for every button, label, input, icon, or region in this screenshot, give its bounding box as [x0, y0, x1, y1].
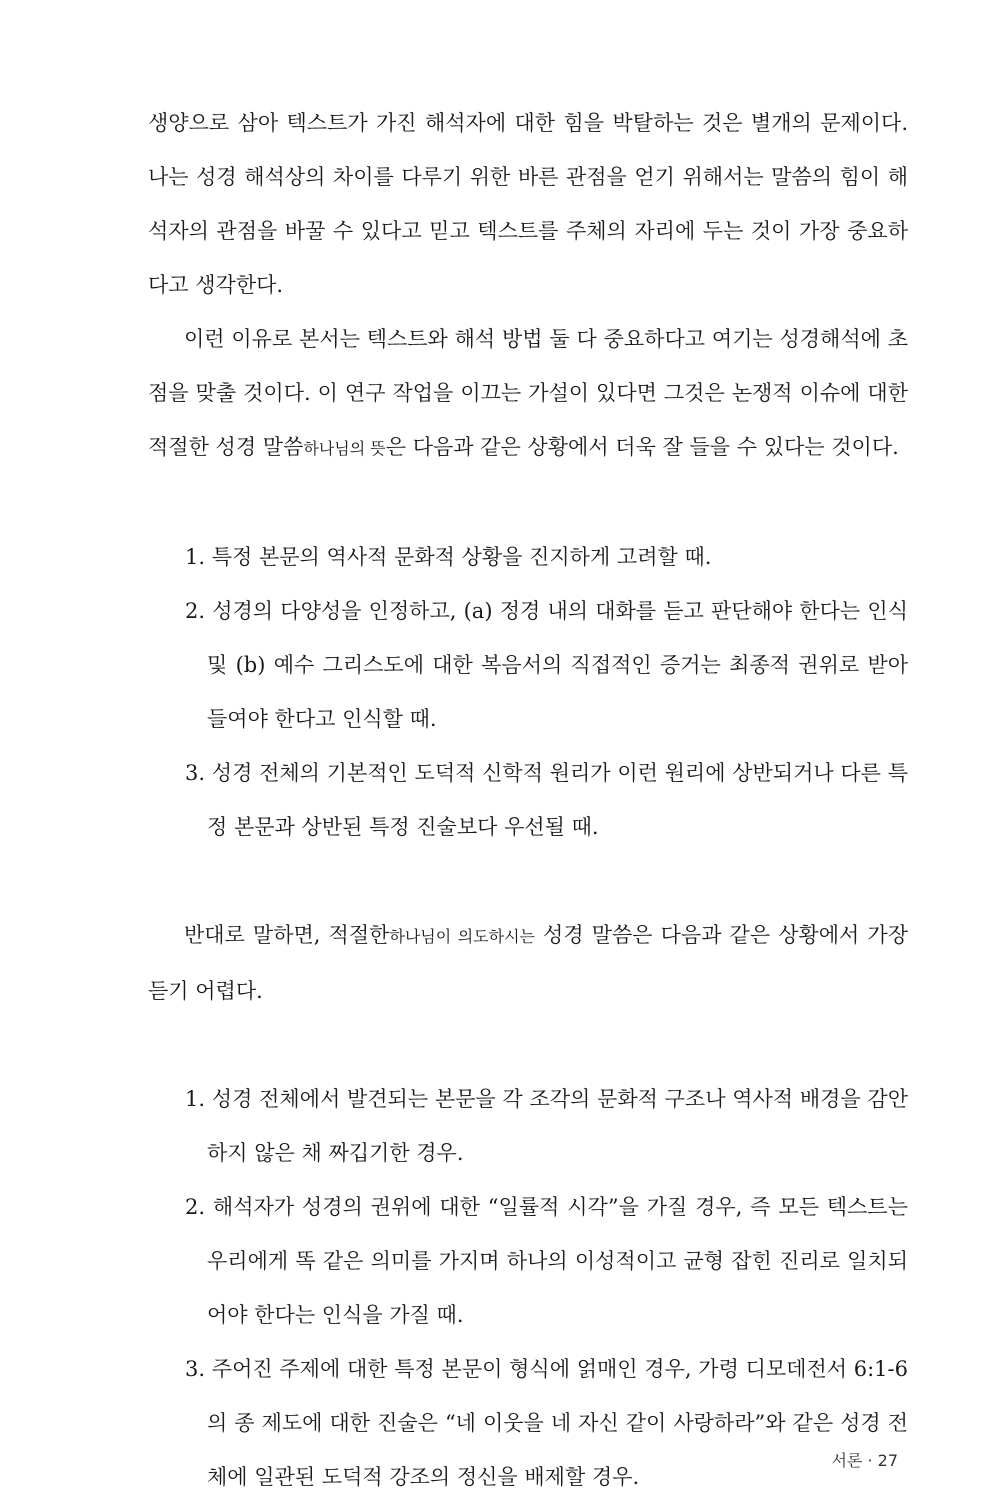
list-item-number: 1. [185, 1087, 206, 1111]
spacer [148, 854, 908, 908]
list-item-number: 2. [185, 1195, 206, 1219]
page-footer-folio: 서론 · 27 [831, 1451, 898, 1470]
list-item-text: 성경의 다양성을 인정하고, (a) 정경 내의 대화를 듣고 판단해야 한다는 인식 및 (b) 예수 그리스도에 대한 복음서의 직접적인 증거는 최종적 권위로 받아들여야 한다고 인식할 때. [207, 599, 908, 731]
paragraph-3-main: 반대로 말하면, 적절한 [184, 923, 390, 947]
list-item-number: 1. [185, 545, 206, 569]
list-item [148, 1072, 908, 1180]
paragraph-1: 생양으로 삼아 텍스트가 가진 해석자에 대한 힘을 박탈하는 것은 별개의 문제이다. 나는 성경 해석상의 차이를 다루기 위한 바른 관점을 얻기 위해서는 말씀의 힘이 해석자의 관점을 바꿀 수 있다고 믿고 텍스트를 주체의 자리에 두는 것이 가장 중요하다고 생각한다. [148, 111, 908, 297]
list-item [148, 530, 908, 584]
paragraph-2-small-gloss: 하나님의 뜻 [303, 439, 386, 458]
paragraph-3 [148, 908, 908, 1018]
paragraph-2-end: 은 다음과 같은 상황에서 더욱 잘 들을 수 있다는 것이다. [385, 435, 899, 459]
condition-list [148, 530, 908, 854]
list-item [148, 1180, 908, 1342]
list-item [148, 746, 908, 854]
difficulty-list [148, 1072, 908, 1504]
list-item-number: 3. [185, 761, 206, 785]
list-item [148, 584, 908, 746]
spacer [148, 476, 908, 530]
list-item-text: 주어진 주제에 대한 특정 본문이 형식에 얽매인 경우, 가령 디모데전서 6:1-6의 종 제도에 대한 진술은 “네 이웃을 네 자신 같이 사랑하라”와 같은 성경 전체에 일관된 도덕적 강조의 정신을 배제할 경우. [207, 1357, 908, 1489]
paragraph-3-small-gloss: 하나님이 의도하시는 [389, 927, 535, 946]
paragraph-2 [148, 312, 908, 476]
list-item-text: 성경 전체에서 발견되는 본문을 각 조각의 문화적 구조나 역사적 배경을 감안하지 않은 채 짜깁기한 경우. [207, 1087, 908, 1165]
body-text [148, 96, 908, 1504]
list-item-number: 2. [185, 599, 206, 623]
list-item-text: 특정 본문의 역사적 문화적 상황을 진지하게 고려할 때. [211, 545, 712, 569]
paragraph-3-end: 성경 말씀은 다음과 같은 상황에서 가장 듣기 어렵다. [148, 923, 908, 1003]
list-item-number: 3. [185, 1357, 206, 1381]
list-item-text: 성경 전체의 기본적인 도덕적 신학적 원리가 이런 원리에 상반되거나 다른 특정 본문과 상반된 특정 진술보다 우선될 때. [207, 761, 908, 839]
spacer [148, 1018, 908, 1072]
paragraph-2-main: 이런 이유로 본서는 텍스트와 해석 방법 둘 다 중요하다고 여기는 성경해석에 초점을 맞출 것이다. 이 연구 작업을 이끄는 가설이 있다면 그것은 논쟁적 이슈에 대한 적절한 성경 말씀 [148, 327, 908, 459]
list-item-text: 해석자가 성경의 권위에 대한 “일률적 시각”을 가질 경우, 즉 모든 텍스트는 우리에게 똑 같은 의미를 가지며 하나의 이성적이고 균형 잡힌 진리로 일치되어야 한다는 인식을 가질 때. [207, 1195, 908, 1327]
